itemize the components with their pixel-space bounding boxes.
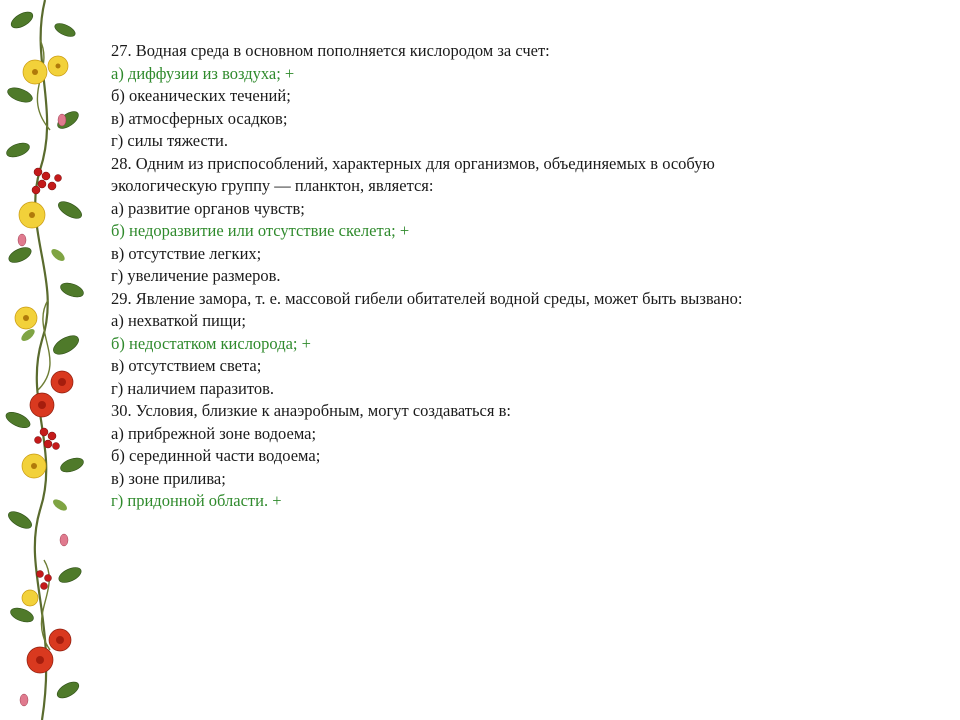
question-27-option-a: а) диффузии из воздуха; +: [111, 63, 295, 83]
question-28-option-a: а) развитие органов чувств;: [111, 198, 305, 218]
question-30-option-b: б) серединной части водоема;: [111, 446, 321, 465]
question-30-option-a: а) прибрежной зоне водоема;: [111, 423, 317, 443]
question-29-prompt: 29. Явление замора, т. е. массовой гибели обитателей водной среды, может быть вызвано:: [111, 288, 743, 308]
question-29-option-a: а) нехваткой пищи;: [111, 311, 246, 330]
question-29-option-b: б) недостатком кислорода; +: [111, 333, 311, 353]
question-28-prompt: 28. Одним из приспособлений, характерных для организмов, объединяемых в особую экологическую группу — планктон, является:: [111, 153, 715, 195]
question-29-option-d: г) наличием паразитов.: [111, 378, 275, 398]
question-27-option-b: б) океанических течений;: [111, 86, 291, 105]
question-29-option-c: в) отсутствием света;: [111, 356, 262, 375]
quiz-text: [111, 40, 931, 513]
question-28-option-d: г) увеличение размеров.: [111, 266, 281, 285]
question-28-option-c: в) отсутствие легких;: [111, 243, 262, 263]
question-30-option-c: в) зоне прилива;: [111, 468, 226, 488]
question-27-prompt: 27. Водная среда в основном пополняется кислородом за счет:: [111, 41, 550, 60]
question-28-option-b: б) недоразвитие или отсутствие скелета; +: [111, 221, 410, 240]
question-27-option-d: г) силы тяжести.: [111, 131, 228, 150]
question-30-prompt: 30. Условия, близкие к анаэробным, могут создаваться в:: [111, 401, 511, 420]
question-27-option-c: в) атмосферных осадков;: [111, 108, 288, 128]
floral-border: [0, 0, 90, 720]
question-30-option-d: г) придонной области. +: [111, 491, 282, 510]
